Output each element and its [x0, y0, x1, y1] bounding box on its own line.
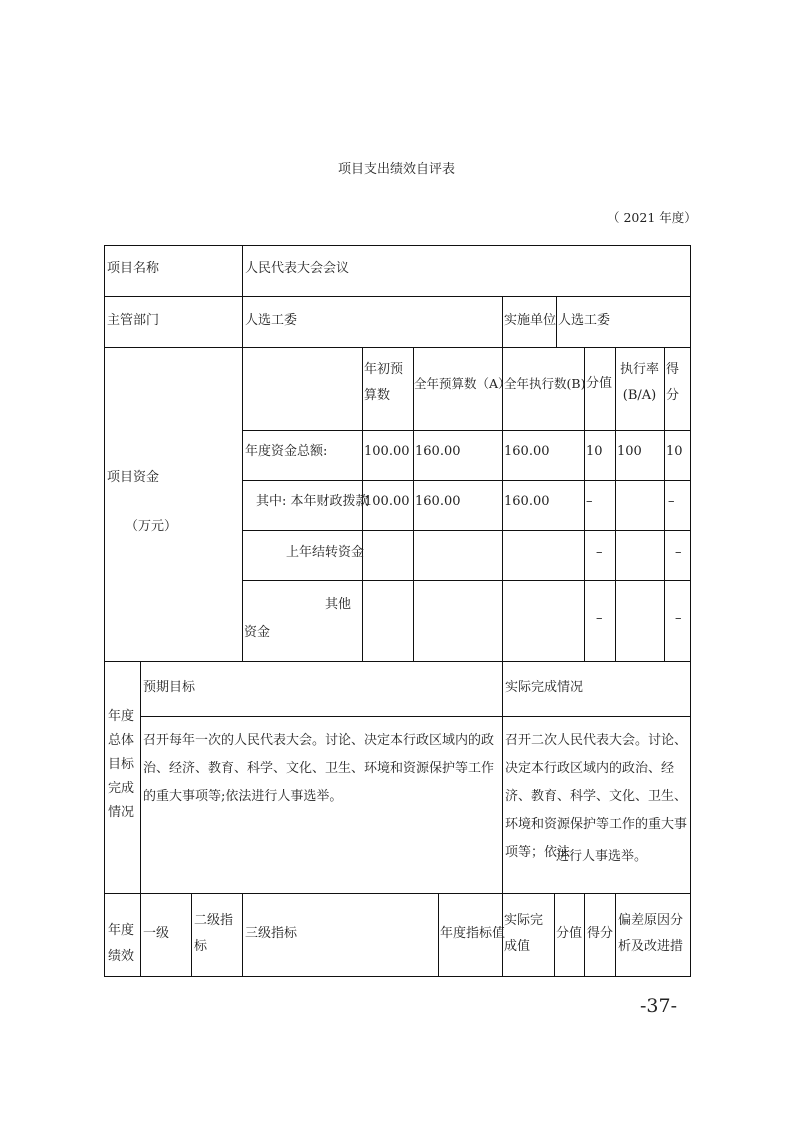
- implementing-unit-label: 实施单位: [504, 313, 557, 328]
- col-full-year-executed: 全年执行数(B): [504, 376, 586, 391]
- funds-row-carryover-label: 上年结转资金: [286, 545, 365, 560]
- funds-row-carryover-score: –: [675, 545, 682, 560]
- funds-row-other-score-value: –: [596, 611, 603, 626]
- funds-row-other-label-line2: 资金: [244, 625, 271, 640]
- col-level1-indicator: 一级: [143, 926, 170, 941]
- col-initial-budget: 年初预算数: [364, 362, 404, 403]
- funds-row-total-rate: 100: [617, 444, 642, 459]
- department-value: 人选工委: [245, 313, 298, 328]
- col-deviation-reason: 偏差原因分析及改进措: [618, 913, 684, 954]
- project-funds-label: 项目资金: [107, 470, 160, 485]
- funds-row-fiscal-initial: 100.00: [364, 494, 410, 509]
- col-score-value: 分值: [586, 376, 613, 391]
- funds-row-carryover-score-value: –: [596, 545, 603, 560]
- col-full-year-budget: 全年预算数（A）: [414, 376, 511, 391]
- expected-goal-text: 召开每年一次的人民代表大会。讨论、决定本行政区域内的政治、经济、教育、科学、文化、卫生、环境和资源保护等工作的重大事项等;依法进行人事选举。: [143, 733, 495, 804]
- fiscal-year-note: （ 2021 年度）: [607, 210, 697, 225]
- actual-completion-text: 召开二次人民代表大会。讨论、决定本行政区域内的政治、经济、教育、科学、文化、卫生、环境和资源保护等工作的重大事项等；依法: [505, 733, 688, 860]
- project-funds-unit: （万元）: [125, 519, 178, 534]
- project-name-value: 人民代表大会会议: [245, 261, 350, 276]
- funds-row-total-score-value: 10: [586, 444, 603, 459]
- col-level2-indicator: 二级指标: [194, 913, 234, 954]
- annual-goal-completion-label: 年度总体目标完成情况: [108, 709, 135, 820]
- expected-goal-header: 预期目标: [143, 680, 196, 695]
- funds-row-total-score: 10: [666, 444, 683, 459]
- actual-completion-header: 实际完成情况: [505, 680, 584, 695]
- page-number: -37-: [640, 995, 678, 1017]
- funds-row-fiscal-executed: 160.00: [504, 494, 550, 509]
- col-actual-value: 实际完成值: [504, 913, 544, 954]
- col-level3-indicator: 三级指标: [245, 926, 298, 941]
- funds-row-fiscal-score: –: [668, 494, 675, 509]
- department-label: 主管部门: [107, 313, 160, 328]
- funds-row-other-label-line1: 其他: [325, 597, 352, 612]
- funds-row-total-initial: 100.00: [364, 444, 410, 459]
- funds-row-fiscal-budget: 160.00: [415, 494, 461, 509]
- funds-row-total-executed: 160.00: [504, 444, 550, 459]
- funds-row-total-budget: 160.00: [415, 444, 461, 459]
- col-score: 得分: [666, 362, 680, 403]
- funds-row-other-score: –: [675, 611, 682, 626]
- annual-performance-label: 年度绩效: [108, 923, 135, 964]
- implementing-unit-value: 人选工委: [558, 313, 611, 328]
- col-perf-score: 得分: [587, 926, 614, 941]
- col-execution-rate: 执行率(B/A): [619, 362, 659, 403]
- funds-row-fiscal-label: 其中: 本年财政拨款: [256, 494, 369, 509]
- col-annual-target: 年度指标值: [440, 926, 506, 941]
- document-title: 项目支出绩效自评表: [337, 162, 455, 177]
- actual-completion-text-last-line: 进行人事选举。: [556, 849, 648, 864]
- funds-row-fiscal-score-value: –: [586, 494, 593, 509]
- project-name-label: 项目名称: [107, 261, 160, 276]
- funds-row-total-label: 年度资金总额:: [245, 444, 328, 459]
- col-perf-score-value: 分值: [556, 926, 583, 941]
